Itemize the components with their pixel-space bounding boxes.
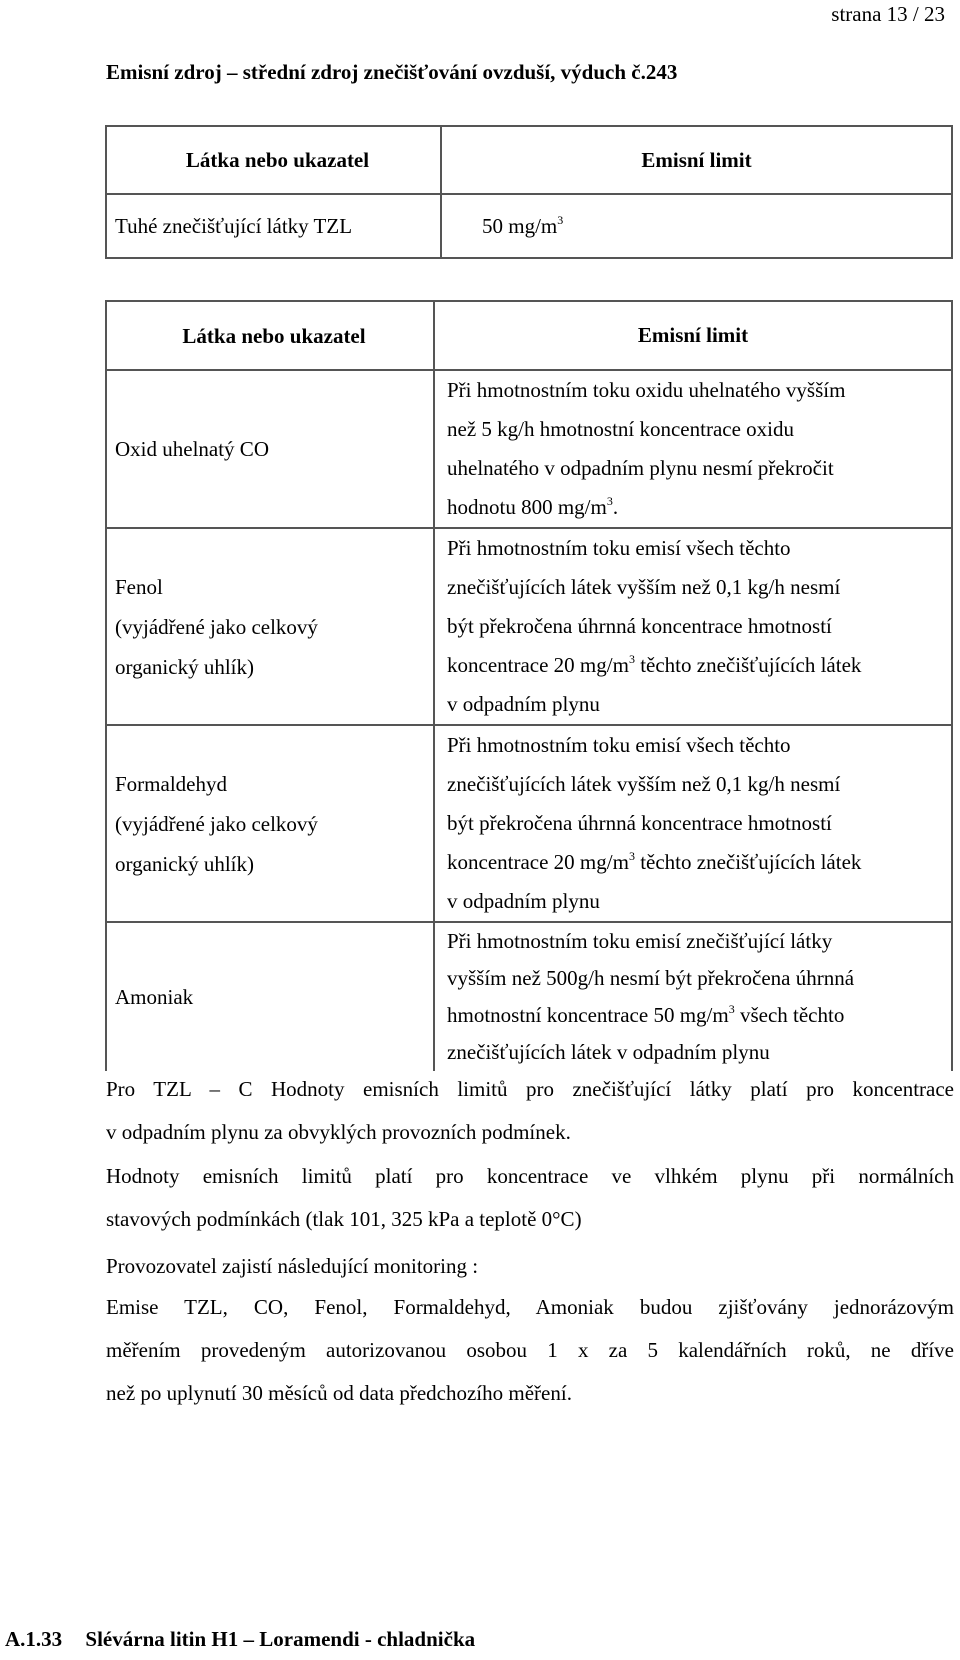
footer-section-number: A.1.33 [5,1627,63,1651]
page-number: strana 13 / 23 [831,2,945,26]
substance-cell: Oxid uhelnatý CO [106,370,434,528]
substance-cell: Formaldehyd (vyjádřené jako celkový organický uhlík) [106,725,434,922]
limit-cell: 50 $mg/m^3$ [441,194,952,258]
limit-cell: Při hmotnostním toku emisí všech těchto znečišťujících látek vyšším než 0,1 kg/h nesmí být překročena úhrnná koncentrace hmotností koncentrace 20 $mg/m^3$ těchto znečišťujících látek v odpadním plynu [434,725,952,922]
notes-tzl [106,1068,954,1154]
limit-cell: Při hmotnostním toku emisí znečišťující látky vyšším než 500g/h nesmí být překročena úhrnná hmotnostní koncentrace 50 $mg/m^3$ všech těchto znečišťujících látek v odpadním plynu [434,922,952,1071]
notes-line: měřením provedeným autorizovanou osobou 1 x za 5 kalendářních roků, ne dříve [106,1338,954,1362]
table-row [106,370,952,528]
substance-cell: Fenol (vyjádřené jako celkový organický uhlík) [106,528,434,725]
notes-monitoring-heading [106,1245,954,1288]
table-row [106,922,952,1071]
table2-header-limit: Emisní limit [434,301,952,370]
emission-limit-table-gases [105,300,953,1071]
table-row [106,194,952,258]
footer-title: Slévárna litin H1 – Loramendi - chladnička [85,1627,476,1651]
notes-conditions [106,1155,954,1241]
limit-cell: Při hmotnostním toku emisí všech těchto znečišťujících látek vyšším než 0,1 kg/h nesmí být překročena úhrnná koncentrace hmotností koncentrace 20 $mg/m^3$ těchto znečišťujících látek v odpadním plynu [434,528,952,725]
section-title: Emisní zdroj – střední zdroj znečišťování ovzduší, výduch č.243 [106,60,678,84]
table-row [106,528,952,725]
limit-cell: Při hmotnostním toku oxidu uhelnatého vyšším než 5 kg/h hmotnostní koncentrace oxidu uhelnatého v odpadním plynu nesmí překročit hodnotu 800 $mg/m^3$. [434,370,952,528]
notes-line: Pro TZL – C Hodnoty emisních limitů pro znečišťující látky platí pro koncentrace [106,1077,954,1101]
table-row [106,725,952,922]
emission-limit-table-tzl [105,125,953,259]
notes-line: v odpadním plynu za obvyklých provozních podmínek. [106,1120,571,1144]
table2-header-substance: Látka nebo ukazatel [106,301,434,370]
notes-line: Hodnoty emisních limitů platí pro koncentrace ve vlhkém plynu při normálních [106,1164,954,1188]
notes-line: než po uplynutí 30 měsíců od data předchozího měření. [106,1381,572,1405]
table1-header-substance: Látka nebo ukazatel [106,126,441,194]
footer [5,1627,475,1652]
substance-cell: Tuhé znečišťující látky TZL [106,194,441,258]
notes-line: Provozovatel zajistí následující monitoring : [106,1254,479,1278]
notes-monitoring [106,1286,954,1415]
notes-line: stavových podmínkách (tlak 101, 325 kPa a teplotě 0°C) [106,1207,582,1231]
substance-cell: Amoniak [106,922,434,1071]
notes-line: Emise TZL, CO, Fenol, Formaldehyd, Amoniak budou zjišťovány jednorázovým [106,1295,954,1319]
table1-header-limit: Emisní limit [441,126,952,194]
